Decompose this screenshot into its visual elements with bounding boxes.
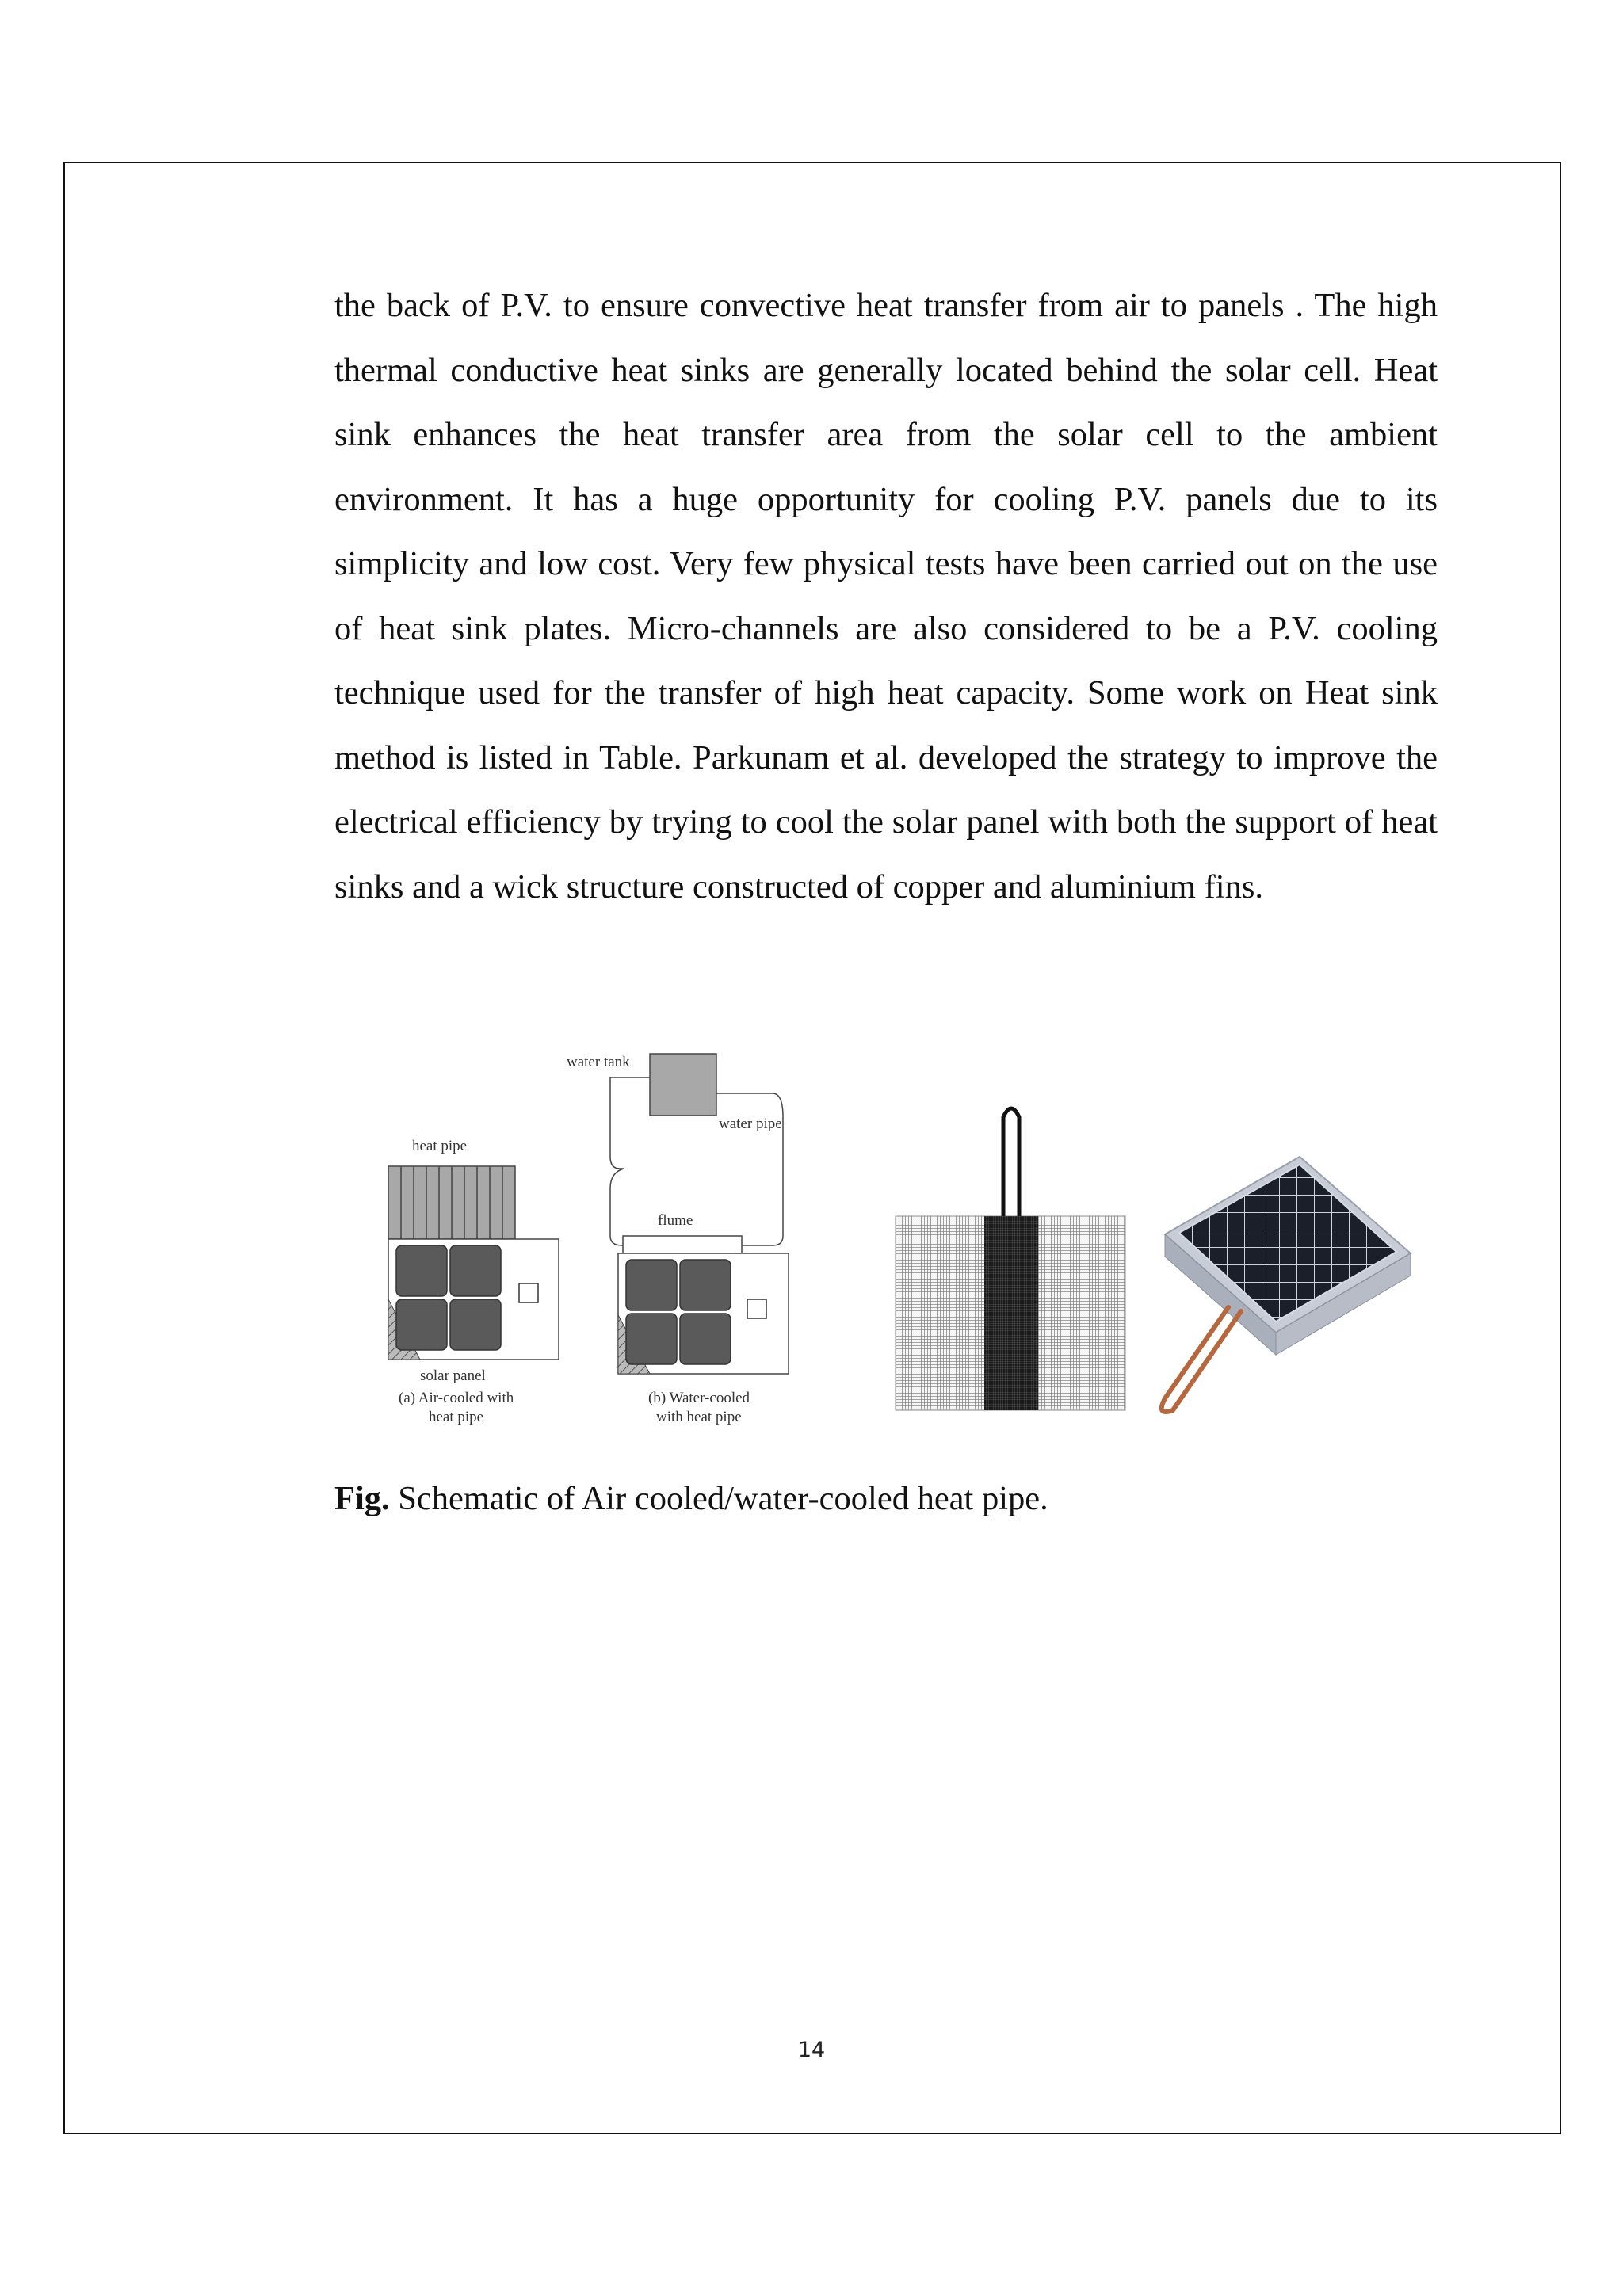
label-water-pipe: water pipe [719,1116,782,1132]
label-flume: flume [658,1212,693,1229]
label-solar-panel: solar panel [420,1367,486,1384]
diagram-b-water-cooled [567,1054,789,1425]
caption-a-line1: (a) Air-cooled with [399,1390,514,1406]
water-tank [650,1054,716,1116]
diagram-a-air-cooled [388,1138,559,1425]
caption-b-line1: (b) Water-cooled [648,1390,750,1406]
flume [623,1236,742,1253]
junction-box [519,1283,538,1302]
junction-box-b [747,1299,766,1318]
heat-pipe-tube [1003,1108,1019,1216]
heat-pipe-fins [388,1166,515,1239]
label-water-tank: water tank [567,1054,630,1070]
figure-caption-text: Schematic of Air cooled/water-cooled heat pipe. [389,1480,1048,1517]
figure-caption [334,1475,1438,1523]
figure-drawing [372,1038,1434,1434]
figure-heat-pipe-schematics [372,1038,1434,1434]
copper-heat-pipe [1162,1307,1241,1412]
figure-caption-prefix: Fig. [334,1480,390,1517]
caption-a-line2: heat pipe [429,1409,484,1425]
cfd-mesh-image [896,1108,1125,1410]
page-number: 14 [797,2038,826,2062]
body-paragraph: the back of P.V. to ensure convective heat transfer from air to panels . The high thermal conductive heat sinks are generally located behind the solar cell. Heat sink enhances the heat transfer area from the solar cell to the ambient environment. It has a huge opportunity for cooling P.V. panels due to its simplicity and low cost. Very few physical tests have been carried out on the use of heat sink plates. Micro-channels are also considered to be a P.V. cooling technique used for the transfer of high heat capacity. Some work on Heat sink method is listed in Table. Parkunam et al. developed the strategy to improve the electrical efficiency by trying to cool the solar panel with both the support of heat sinks and a wick structure constructed of copper and aluminium fins. [334,287,1438,906]
label-heat-pipe: heat pipe [412,1138,468,1154]
caption-b-line2: with heat pipe [656,1409,742,1425]
solar-panel-3d-image [1162,1157,1411,1412]
